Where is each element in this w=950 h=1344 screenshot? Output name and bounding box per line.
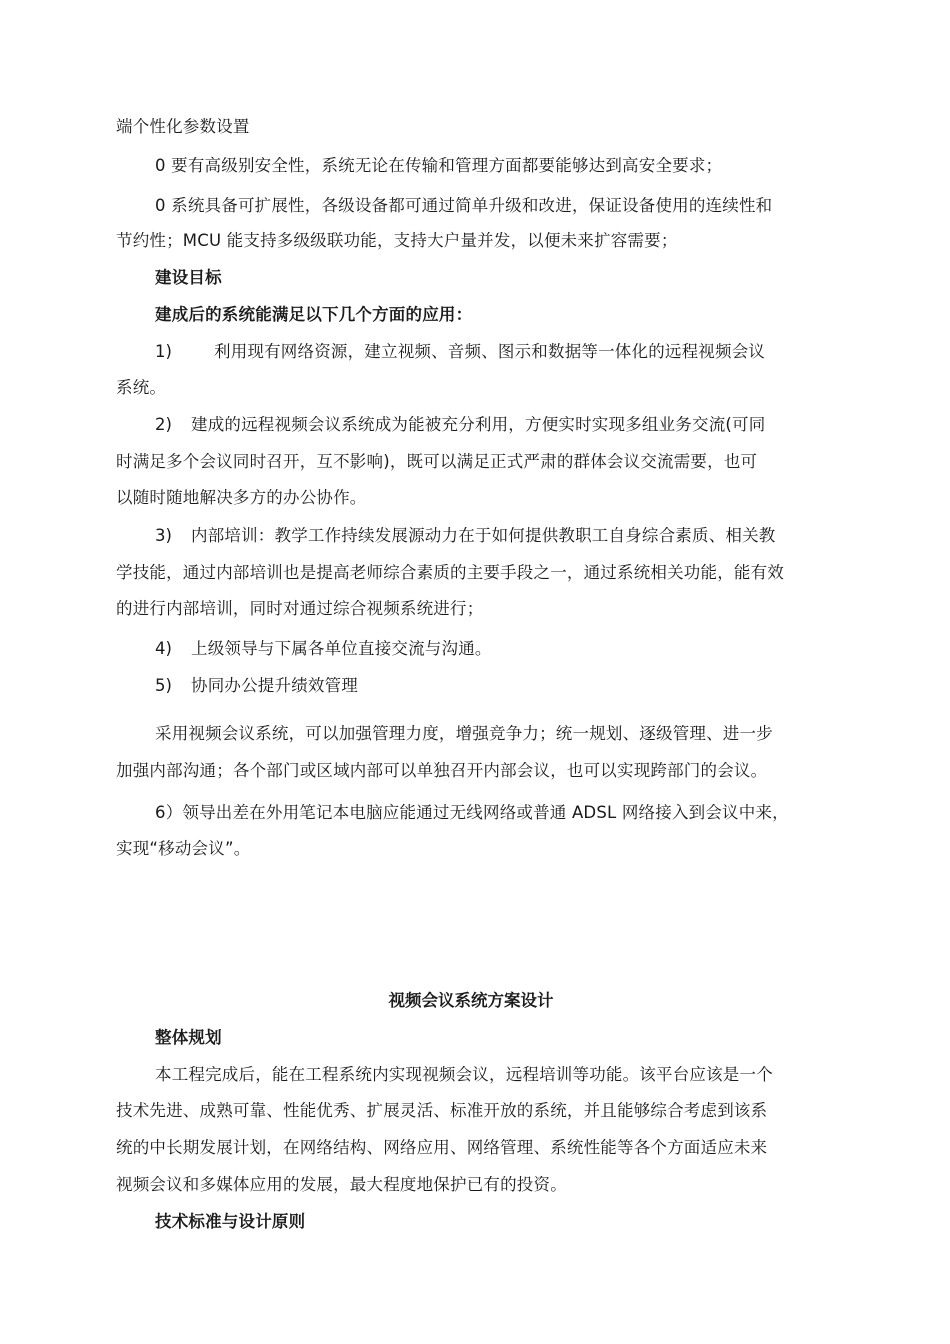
text-line: 技术先进、成熟可靠、性能优秀、扩展灵活、标准开放的系统，并且能够综合考虑到该系 — [116, 1101, 768, 1120]
text-line: 节约性；MCU 能支持多级级联功能，支持大户量并发，以便未来扩容需要； — [116, 231, 678, 250]
text-line: 时满足多个会议同时召开，互不影响)，既可以满足正式严肃的群体会议交流需要，也可 — [116, 452, 758, 471]
text-line: 系统。 — [116, 378, 167, 397]
list-item-text: 协同办公提升绩效管理 — [191, 676, 358, 695]
list-item-number: 2) — [155, 415, 172, 434]
list-item-number: 1) — [155, 342, 172, 361]
text-line: 采用视频会议系统，可以加强管理力度，增强竞争力；统一规划、逐级管理、进一步 — [155, 724, 773, 743]
text-line: 0 系统具备可扩展性，各级设备都可通过简单升级和改进，保证设备使用的连续性和 — [155, 196, 773, 215]
section-heading: 整体规划 — [155, 1028, 222, 1047]
list-item-number: 4) — [155, 639, 172, 658]
list-item-number: 3) — [155, 526, 172, 545]
list-item-number: 5) — [155, 676, 172, 695]
page-title: 视频会议系统方案设计 — [388, 991, 554, 1010]
section-heading: 技术标准与设计原则 — [155, 1212, 306, 1231]
text-line: 加强内部沟通；各个部门或区域内部可以单独召开内部会议，也可以实现跨部门的会议。 — [116, 761, 768, 780]
text-line: 学技能，通过内部培训也是提高老师综合素质的主要手段之一，通过系统相关功能，能有效 — [116, 563, 784, 582]
text-line: 的进行内部培训，同时对通过综合视频系统进行； — [116, 599, 484, 618]
list-item-text: 利用现有网络资源，建立视频、音频、图示和数据等一体化的远程视频会议 — [214, 342, 766, 361]
section-heading: 建设目标 — [155, 268, 222, 287]
list-item-text: 上级领导与下属各单位直接交流与沟通。 — [191, 639, 492, 658]
text-line: 统的中长期发展计划，在网络结构、网络应用、网络管理、系统性能等各个方面适应未来 — [116, 1138, 768, 1157]
subheading: 建成后的系统能满足以下几个方面的应用： — [155, 305, 473, 324]
text-line: 视频会议和多媒体应用的发展，最大程度地保护已有的投资。 — [116, 1175, 567, 1194]
text-line: 6）领导出差在外用笔记本电脑应能通过无线网络或普通 ADSL 网络接入到会议中来， — [155, 803, 789, 822]
list-item-text: 内部培训：教学工作持续发展源动力在于如何提供教职工自身综合素质、相关教 — [191, 526, 776, 545]
text-line: 以随时随地解决多方的办公协作。 — [116, 488, 367, 507]
text-line: 本工程完成后，能在工程系统内实现视频会议，远程培训等功能。该平台应该是一个 — [155, 1065, 773, 1084]
list-item-text: 建成的远程视频会议系统成为能被充分利用，方便实时实现多组业务交流(可同 — [191, 415, 766, 434]
text-line: 端个性化参数设置 — [116, 117, 250, 136]
text-line: 0 要有高级别安全性，系统无论在传输和管理方面都要能够达到高安全要求； — [155, 156, 723, 175]
text-line: 实现“移动会议”。 — [116, 839, 251, 858]
